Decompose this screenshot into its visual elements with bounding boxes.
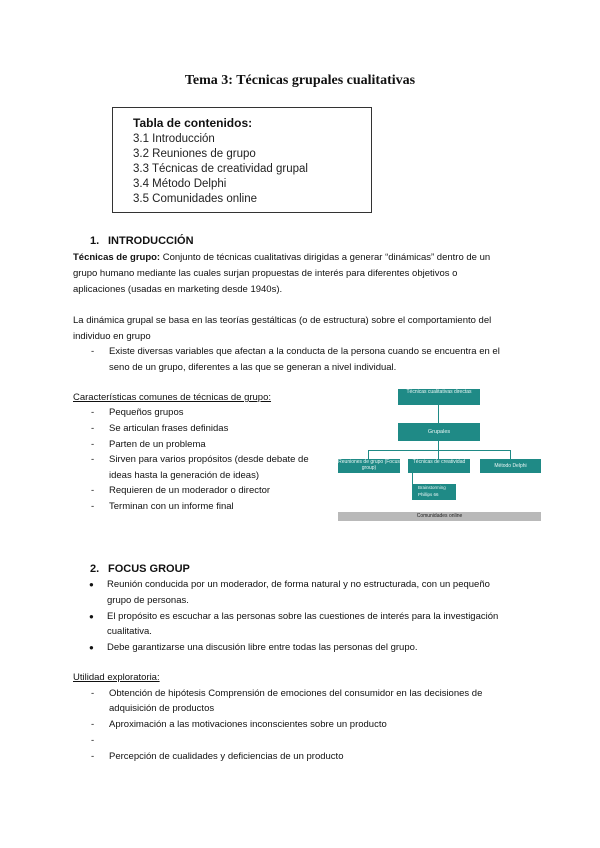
diagram-node-creativity: Técnicas de creatividad — [408, 459, 470, 473]
bullet-marker: ● — [89, 612, 94, 621]
list-item-text: Terminan con un informe final — [109, 501, 234, 512]
bullet-text: grupo de personas. — [107, 595, 189, 606]
dash-marker: - — [91, 688, 95, 699]
bullet-text: Reunión conducida por un moderador, de forma natural y no estructurada, con un pequeño — [107, 579, 490, 590]
list-item-text: Existe diversas variables que afectan a la conducta de la persona cuando se encuentra en el — [109, 346, 500, 357]
bullet-marker: ● — [89, 580, 94, 589]
features-title: Características comunes de técnicas de grupo: — [73, 392, 272, 403]
bullet-text: El propósito es escuchar a las personas sobre las cuestiones de interés para la investigación — [107, 611, 499, 622]
dash-marker: - — [91, 346, 95, 357]
definition-text: Conjunto de técnicas cualitativas dirigidas a generar “dinámicas” dentro de un — [160, 252, 491, 263]
dash-marker: - — [91, 719, 95, 730]
diagram-node-creativity-sub — [412, 484, 456, 500]
diagram-node-delphi: Método Delphi — [480, 459, 541, 473]
diagram-connector — [438, 450, 439, 459]
diagram-sub-item: Brainstorming — [418, 485, 446, 490]
diagram-connector — [438, 405, 439, 423]
paragraph-line: La dinámica grupal se basa en las teorías gestálticas (o de estructura) sobre el comportamiento del — [73, 315, 492, 326]
diagram-node-grupales: Grupales — [398, 423, 480, 441]
section2-heading: FOCUS GROUP — [108, 563, 190, 575]
toc-heading: Tabla de contenidos: — [133, 116, 253, 130]
diagram-connector — [510, 450, 511, 459]
bullet-text: Debe garantizarse una discusión libre entre todas las personas del grupo. — [107, 642, 418, 653]
section1-heading: INTRODUCCIÓN — [108, 235, 194, 247]
toc-item[interactable]: 3.3 Técnicas de creatividad grupal — [133, 163, 308, 175]
list-item-text: Pequeños grupos — [109, 407, 184, 418]
toc-item[interactable]: 3.1 Introducción — [133, 133, 215, 145]
dash-marker: - — [91, 454, 95, 465]
diagram-bar-online-communities: Comunidades online — [338, 512, 541, 521]
list-item-text: Obtención de hipótesis Comprensión de emociones del consumidor en las decisiones de — [109, 688, 483, 699]
diagram-sub-item: Phillips 66 — [418, 492, 439, 497]
definition-text: grupo humano mediante las cuales surjan propuestas de interés para diferentes objetivos o — [73, 268, 458, 279]
list-item-text: Sirven para varios propósitos (desde debate de — [109, 454, 309, 465]
dash-marker: - — [91, 423, 95, 434]
table-of-contents — [112, 107, 372, 213]
definition-text: aplicaciones (usadas en marketing desde 1940s). — [73, 284, 283, 295]
section1-number: 1. — [90, 235, 100, 247]
list-item-text: Parten de un problema — [109, 439, 206, 450]
toc-item[interactable]: 3.2 Reuniones de grupo — [133, 148, 256, 160]
definition-line — [73, 250, 490, 266]
list-item-text: Aproximación a las motivaciones inconscientes sobre un producto — [109, 719, 387, 730]
dash-marker: - — [91, 439, 95, 450]
list-item-text: ideas hasta la generación de ideas) — [109, 470, 259, 481]
toc-item[interactable]: 3.4 Método Delphi — [133, 178, 227, 190]
diagram-node-top: Técnicas cualitativas directas — [398, 389, 480, 405]
diagram-connector — [438, 441, 439, 450]
utility-title: Utilidad exploratoria: — [73, 672, 160, 683]
list-item-text: Percepción de cualidades y deficiencias de un producto — [109, 751, 344, 762]
dash-marker: - — [91, 501, 95, 512]
bullet-text: cualitativa. — [107, 626, 152, 637]
diagram-node-focus-group: Reuniones de grupo (Focus group) — [338, 459, 400, 471]
toc-item[interactable]: 3.5 Comunidades online — [133, 193, 258, 205]
dash-marker: - — [91, 485, 95, 496]
paragraph-line: individuo en grupo — [73, 331, 151, 342]
diagram-connector — [368, 450, 510, 451]
dash-marker: - — [91, 735, 95, 746]
dash-marker: - — [91, 407, 95, 418]
bullet-marker: ● — [89, 643, 94, 652]
list-item-text: Requieren de un moderador o director — [109, 485, 271, 496]
section2-number: 2. — [90, 563, 100, 575]
dash-marker: - — [91, 751, 95, 762]
list-item-text: adquisición de productos — [109, 703, 215, 714]
definition-label: Técnicas de grupo: — [73, 252, 161, 263]
page-title: Tema 3: Técnicas grupales cualitativas — [184, 73, 416, 88]
diagram-connector — [368, 450, 369, 459]
list-item-text: Se articulan frases definidas — [109, 423, 229, 434]
list-item-text: seno de un grupo, diferentes a las que se generan a nivel individual. — [109, 362, 397, 373]
